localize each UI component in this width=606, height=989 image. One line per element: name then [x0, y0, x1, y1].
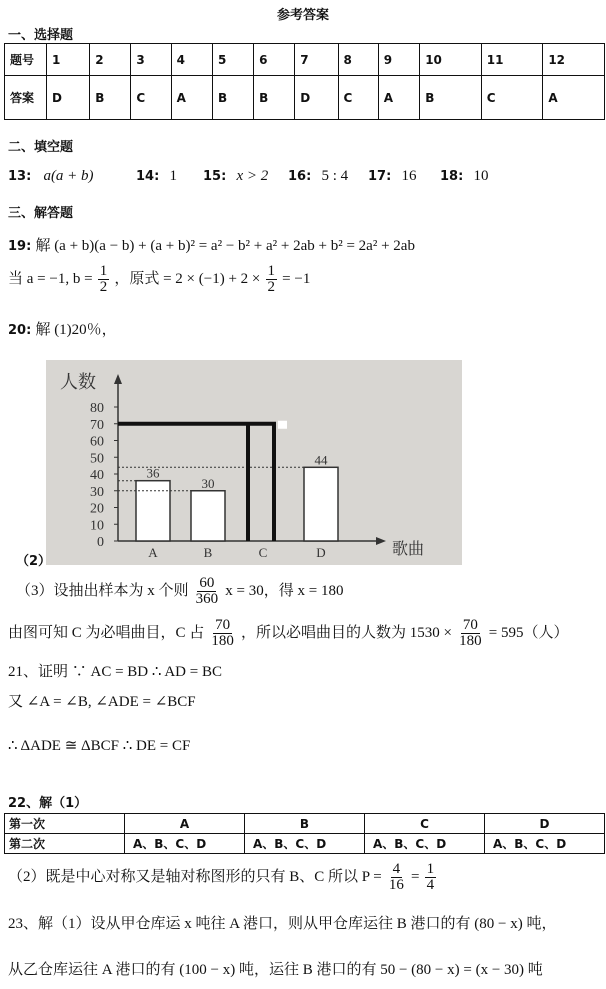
number-cell: 9: [378, 44, 419, 76]
col-head: D: [485, 814, 605, 834]
fill-item-15: [203, 168, 268, 185]
q19-number: 19:: [8, 239, 32, 254]
q23-line1: 23、解（1）设从甲仓库运 x 吨往 A 港口，则从甲仓库运往 B 港口的有 (80 − x) 吨，: [8, 916, 557, 932]
fraction-denominator: 360: [195, 591, 219, 607]
fill-label: 16:: [288, 169, 312, 184]
q21-line3: ∴ ΔADE ≅ ΔBCF ∴ DE = CF: [8, 738, 191, 754]
number-cell: 11: [481, 44, 543, 76]
drawn-bar-C-marker: [278, 421, 287, 429]
equals-sign: =: [411, 869, 420, 885]
fill-label: 15:: [203, 169, 227, 184]
number-cell: 3: [131, 44, 171, 76]
answer-cell: C: [131, 76, 171, 120]
fill-value: 1: [169, 168, 177, 184]
q20-c-share: 由图可知 C 为必唱曲目，C 占: [8, 625, 205, 641]
q20-part2-label: （2）: [16, 554, 52, 569]
y-axis-label: 人数: [60, 372, 96, 393]
bar-chart: [46, 360, 462, 565]
q20-total-result: = 595（人）: [488, 625, 569, 641]
bar-B: [191, 491, 225, 541]
data-label-D: 44: [314, 452, 328, 468]
answer-cell: C: [338, 76, 378, 120]
fraction-denominator: 2: [267, 279, 276, 295]
section-fill-heading: 二、填空题: [8, 140, 74, 155]
q22-heading: 22、解（1）: [8, 796, 88, 811]
answer-cell: D: [47, 76, 90, 120]
number-cell: 8: [338, 44, 378, 76]
fraction-denominator: 180: [459, 633, 482, 649]
q20-total-calc: ，所以必唱曲目的人数为 1530 ×: [241, 625, 453, 641]
q22-part2: [8, 862, 437, 893]
q20-sample-setup: （3）设抽出样本为 x 个则: [16, 583, 189, 599]
q22-fraction-4-16: [387, 862, 406, 893]
category-label-D: D: [316, 545, 326, 560]
x-axis-arrow: [376, 537, 386, 545]
category-label-B: B: [203, 545, 213, 560]
fill-item-16: [288, 168, 348, 185]
col-head: B: [245, 814, 365, 834]
y-axis-arrow: [114, 374, 122, 384]
answer-cell: C: [481, 76, 543, 120]
answer-cell: A: [378, 76, 419, 120]
answer-cell: B: [420, 76, 482, 120]
fraction-numerator: 70: [215, 617, 231, 633]
fraction-denominator: 16: [388, 877, 404, 893]
q21-line1: 21、证明 ∵ AC = BD ∴ AD = BC: [8, 664, 222, 680]
data-label-B: 30: [201, 475, 215, 491]
fill-label: 17:: [368, 169, 392, 184]
outcome-cell: A、B、C、D: [365, 834, 485, 854]
answer-cell: B: [90, 76, 131, 120]
fraction-numerator: 1: [426, 861, 435, 877]
fraction-denominator: 180: [211, 633, 234, 649]
y-tick-label: 70: [90, 417, 104, 433]
fraction-numerator: 1: [267, 263, 276, 279]
outcome-cell: A、B、C、D: [485, 834, 605, 854]
fill-item-18: [440, 168, 488, 185]
number-cell: 5: [213, 44, 254, 76]
bar-D: [304, 467, 338, 541]
fraction-numerator: 70: [462, 617, 478, 633]
q20-part3-line1: [16, 576, 343, 607]
number-cell: 2: [90, 44, 131, 76]
row-label-first: 第一次: [5, 814, 125, 834]
q20-fraction-70-180-b: [457, 618, 484, 649]
row-header-number: 题号: [5, 44, 47, 76]
q20-fraction-70-180: [209, 618, 236, 649]
q21-line2: 又 ∠A = ∠B, ∠ADE = ∠BCF: [8, 694, 196, 710]
q19-fraction-2: [266, 264, 278, 295]
number-cell: 10: [420, 44, 482, 76]
fraction-numerator: 60: [199, 575, 215, 591]
number-cell: 4: [171, 44, 212, 76]
fill-value: 10: [473, 168, 489, 184]
q19-evaluation: ，原式 = 2 × (−1) + 2 ×: [114, 271, 261, 287]
q23-line2: 从乙仓库运往 A 港口的有 (100 − x) 吨，运往 B 港口的有 50 − (80 − x) = (x − 30) 吨: [8, 962, 543, 978]
answer-cell: D: [295, 76, 338, 120]
y-tick-label: 10: [90, 518, 104, 534]
fill-value: x > 2: [236, 168, 269, 184]
fill-value: 16: [401, 168, 417, 184]
page-title: 参考答案: [276, 8, 329, 23]
row-label-second: 第二次: [5, 834, 125, 854]
q19-fraction: [98, 264, 110, 295]
y-tick-label: 0: [97, 535, 104, 550]
category-label-A: A: [148, 545, 158, 560]
fraction-denominator: 2: [99, 279, 108, 295]
answer-cell: B: [213, 76, 254, 120]
q20-fraction-60-360: [194, 576, 221, 607]
fill-item-17: [368, 168, 416, 185]
y-tick-label: 20: [90, 501, 104, 517]
section-choice-heading: 一、选择题: [8, 28, 74, 43]
choice-answer-row: [5, 76, 605, 120]
number-cell: 1: [47, 44, 90, 76]
outcome-cell: A、B、C、D: [245, 834, 365, 854]
bar-chart-svg: [46, 360, 462, 565]
answer-cell: A: [543, 76, 605, 120]
y-tick-label: 30: [90, 484, 104, 500]
choice-answer-table: [4, 43, 605, 120]
data-label-A: 36: [146, 465, 160, 481]
q22-fraction-1-4: [425, 862, 437, 893]
col-head: C: [365, 814, 485, 834]
q22-row-second: [5, 834, 605, 854]
q22-row-first: [5, 814, 605, 834]
outcome-cell: A、B、C、D: [125, 834, 245, 854]
y-tick-label: 60: [90, 434, 104, 450]
fill-label: 14:: [136, 169, 160, 184]
y-tick-label: 50: [90, 451, 104, 467]
q19-result: = −1: [282, 271, 311, 287]
q19-line1: [8, 234, 415, 255]
q22-probability-text: （2）既是中心对称又是轴对称图形的只有 B、C 所以 P =: [8, 869, 382, 885]
section-solve-heading: 三、解答题: [8, 206, 74, 221]
q19-substitution: 当 a = −1, b =: [8, 271, 93, 287]
q20-number: 20:: [8, 323, 32, 338]
fill-label: 18:: [440, 169, 464, 184]
answer-cell: A: [171, 76, 212, 120]
fraction-numerator: 1: [99, 263, 108, 279]
y-tick-label: 80: [90, 401, 104, 416]
fraction-denominator: 4: [426, 877, 435, 893]
number-cell: 7: [295, 44, 338, 76]
q20-part3-line2: [8, 618, 569, 649]
q20-sample-result: x = 30，得 x = 180: [225, 583, 344, 599]
q19-line2: [8, 264, 310, 295]
col-head: A: [125, 814, 245, 834]
fill-value: 5 : 4: [321, 168, 349, 184]
q19-expansion: 解 (a + b)(a − b) + (a + b)² = a² − b² + a² + 2ab + b² = 2a² + 2ab: [35, 238, 415, 254]
fill-label: 13:: [8, 169, 32, 184]
fill-item-13: [8, 168, 94, 185]
choice-number-row: [5, 44, 605, 76]
fill-value: a(a + b): [43, 168, 94, 184]
bar-A: [136, 481, 170, 541]
row-header-answer: 答案: [5, 76, 47, 120]
category-label-C: C: [258, 545, 268, 560]
number-cell: 6: [254, 44, 295, 76]
q20-part1-answer: 解 (1)20％，: [35, 322, 117, 338]
fill-item-14: [136, 168, 177, 185]
fraction-numerator: 4: [392, 861, 401, 877]
number-cell: 12: [543, 44, 605, 76]
y-tick-label: 40: [90, 468, 104, 483]
q22-draw-table: [4, 813, 605, 854]
x-axis-label: 歌曲: [392, 539, 425, 558]
answer-cell: B: [254, 76, 295, 120]
q20-part1: [8, 318, 117, 339]
